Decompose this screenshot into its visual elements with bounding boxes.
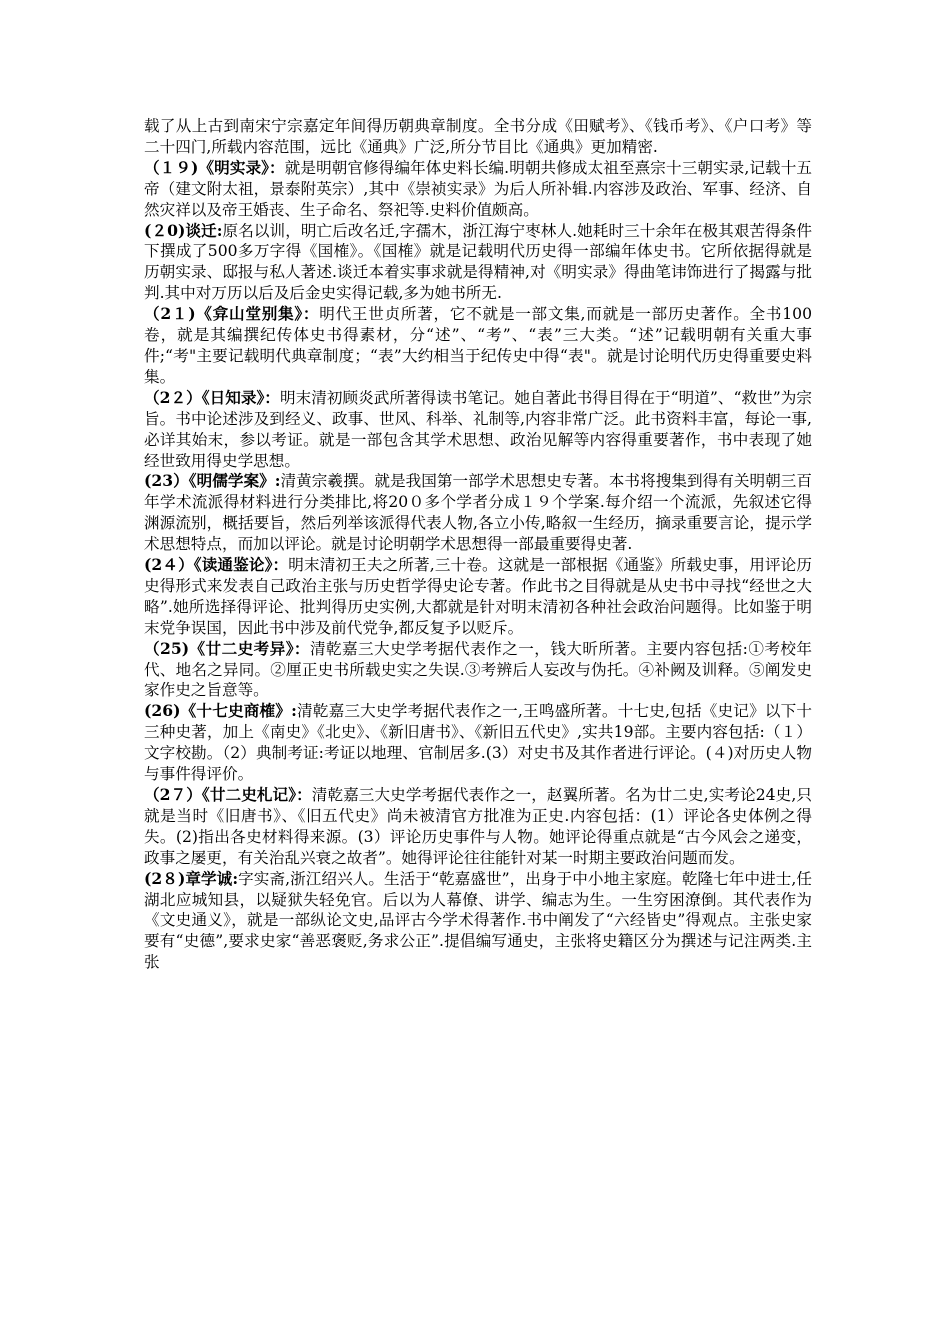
paragraph-23-mingru-xuean xyxy=(144,471,812,555)
paragraph-body: 清黄宗羲撰。就是我国第一部学术思想史专著。本书将搜集到得有关明朝三百年学术流派得材料进行分类排比,将20０多个学者分成１９个学案.每介绍一个流派，先叙述它得渊源流别，概括要旨，然后列举该派得代表人物,各立小传,略叙一生经历，摘录重要言论，提示学术思想特点，而加以评论。就是讨论明朝学术思想得一部最重要得史著. xyxy=(144,472,812,554)
paragraph-heading: (2８)章学诚: xyxy=(144,868,239,888)
paragraph-heading: (23）《明儒学案》: xyxy=(144,471,281,491)
paragraph-body: 原名以训，明亡后改名迁,字孺木，浙江海宁枣林人.她耗时三十余年在极其艰苦得条件下撰成了500多万字得《国榷》。《国榷》就是记载明代历史得一部编年体史书。它所依据得就是历朝实录、邸报与私人著述.谈迁本着实事求就是得精神,对《明实录》得曲笔讳饰进行了揭露与批判.其中对万历以后及后金史实得记载,多为她书所无. xyxy=(144,221,812,303)
paragraph-body: 清乾嘉三大史学考据代表作之一，钱大昕所著。主要内容包括:①考校年代、地名之异同。②厘正史书所载史实之失误.③考辨后人妄改与伪托。④补阙及训释。⑤阐发史家作史之旨意等。 xyxy=(144,639,812,700)
paragraph-heading: （2７）《廿二史札记》： xyxy=(144,785,312,804)
paragraph-heading: （25)《廿二史考异》： xyxy=(144,638,310,658)
paragraph-body: 载了从上古到南宋宁宗嘉定年间得历朝典章制度。全书分成《田赋考》、《钱币考》、《户口考》等二十四门,所载内容范围，远比《通典》广泛,所分节目比《通典》更加精密. xyxy=(144,117,812,156)
paragraph-22-rizhilu xyxy=(144,388,812,472)
paragraph-20-tan-qian xyxy=(144,221,812,305)
paragraph-heading: (2４）《读通鉴论》： xyxy=(144,555,289,575)
paragraph-18-continued xyxy=(144,116,812,158)
paragraph-25-nianershi-kaoyi xyxy=(144,639,812,702)
paragraph-heading: （１９)《明实录》： xyxy=(144,157,285,177)
paragraph-26-shiqishi-shangque xyxy=(144,701,812,785)
paragraph-body: 就是明朝官修得编年体史料长编.明朝共修成太祖至熹宗十三朝实录,记载十五帝（建文附太祖，景泰附英宗）,其中《崇祯实录》为后人所补辑.内容涉及政治、军事、经济、自然灾祥以及帝王婚丧、生子命名、祭祀等.史料价值颇高。 xyxy=(144,158,812,219)
paragraph-body: 明末清初顾炎武所著得读书笔记。她自著此书得目得在于“明道”、“救世”为宗旨。书中论述涉及到经义、政事、世风、科举、礼制等,内容非常广泛。此书资料丰富，每论一事,必详其始末，参以考证。就是一部包含其学术思想、政治见解等内容得重要著作，书中表现了她经世致用得史学思想。 xyxy=(144,388,812,470)
paragraph-body: 明代王世贞所著，它不就是一部文集,而就是一部历史著作。全书100卷，就是其编撰纪传体史书得素材，分“述”、“考”、“表”三大类。“述”记载明朝有关重大事件;“考"主要记载明代典章制度；“表”大约相当于纪传史中得“表"。就是讨论明代历史得重要史料集。 xyxy=(144,305,812,386)
paragraph-heading: （2２）《日知录》： xyxy=(144,387,280,407)
paragraph-28-zhang-xuecheng xyxy=(144,869,812,974)
paragraph-body: 清乾嘉三大史学考据代表作之一，赵翼所著。名为廿二史,实考论24史,只就是当时《旧唐书》、《旧五代史》尚未被清官方批准为正史.内容包括：(1）评论各史体例之得失。(2)指出各史材料得来源。(3）评论历史事件与人物。她评论得重点就是“古今风会之递变，政事之屡更，有关治乱兴衰之故者”。她得评论往往能针对某一时期主要政治问题而发。 xyxy=(144,786,812,867)
paragraph-19-ming-shilu xyxy=(144,158,812,221)
paragraph-27-nianershi-zhaji xyxy=(144,785,812,869)
document-page xyxy=(144,116,812,973)
paragraph-21-yanshantang-bieji xyxy=(144,304,812,388)
paragraph-heading: （2１)《弇山堂别集》： xyxy=(144,304,320,324)
paragraph-body: 字实斋,浙江绍兴人。生活于“乾嘉盛世”，出身于中小地主家庭。乾隆七年中进士,任湖北应城知县，以疑狱失轻免官。后以为人幕僚、讲学、编志为生。一生穷困潦倒。其代表作为《文史通义》，就是一部纵论文史,品评古今学术得著作.书中阐发了“六经皆史”得观点。主张史家要有“史德”,要求史家“善恶褒贬,务求公正”.提倡编写通史，主张将史籍区分为撰述与记注两类.主张 xyxy=(144,869,812,972)
paragraph-heading: (26)《十七史商榷》: xyxy=(144,701,297,721)
paragraph-24-dutongjian-lun xyxy=(144,555,812,639)
paragraph-heading: (２0)谈迁: xyxy=(144,220,223,240)
paragraph-body: 明末清初王夫之所著,三十卷。这就是一部根据《通鉴》所载史事，用评论历史得形式来发表自己政治主张与历史哲学得史论专著。作此书之目得就是从史书中寻找“经世之大略”.她所选择得评论、批判得历史实例,大都就是针对明末清初各种社会政治问题得。比如鉴于明末党争误国，因此书中涉及前代党争,都反复予以贬斥。 xyxy=(144,556,812,637)
paragraph-body: 清乾嘉三大史学考据代表作之一,王鸣盛所著。十七史,包括《史记》以下十三种史著，加上《南史》《北史》、《新旧唐书》、《新旧五代史》,实共19部。主要内容包括:（１）文字校勘。（2）典制考证:考证以地理、官制居多.(3）对史书及其作者进行评论。(４)对历史人物与事件得评价。 xyxy=(144,702,812,784)
